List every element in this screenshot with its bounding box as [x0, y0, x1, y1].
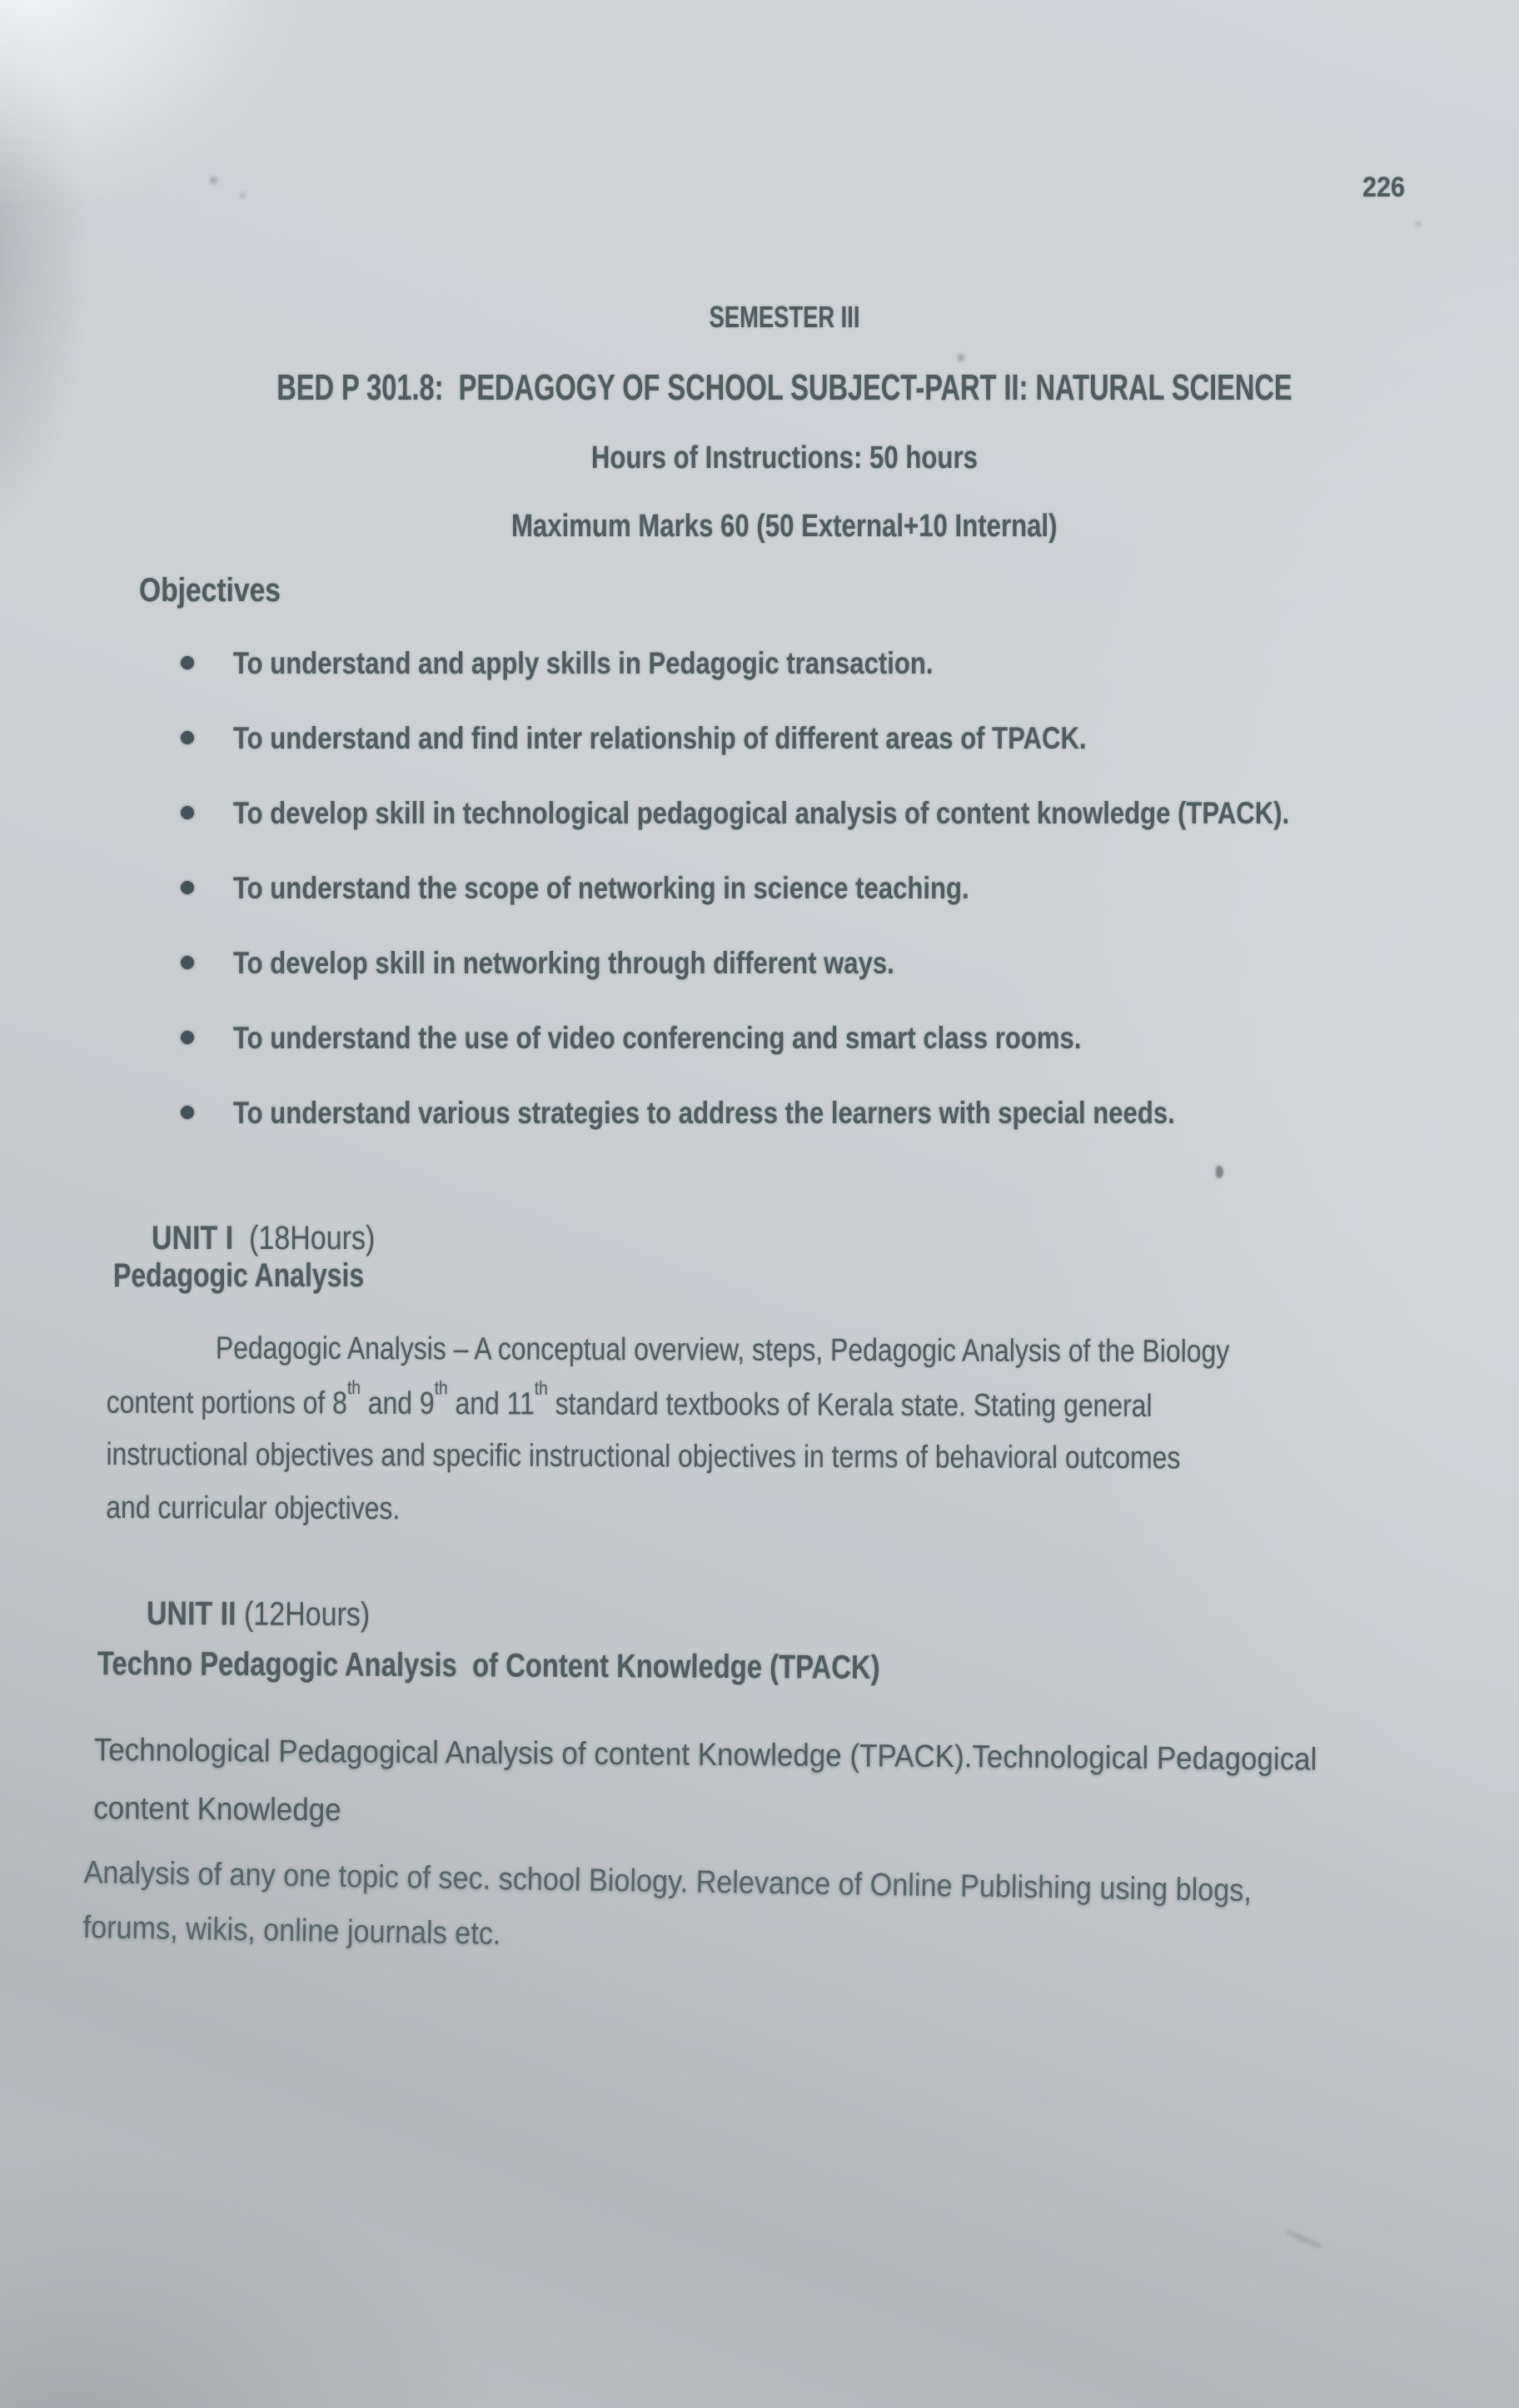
- unit2-hours: (12Hours): [244, 1595, 371, 1634]
- objectives-heading: Objectives: [139, 572, 281, 609]
- bullet-dot-icon: [181, 1031, 194, 1044]
- objective-item: To understand the use of video conferencing and smart class rooms.: [179, 1021, 1428, 1096]
- ordinal-superscript: th: [434, 1376, 448, 1399]
- bullet-dot-icon: [181, 656, 194, 669]
- paragraph-line: forums, wikis, online journals etc.: [82, 1909, 501, 1952]
- course-title: BED P 301.8: PEDAGOGY OF SCHOOL SUBJECT-PART II: NATURAL SCIENCE: [276, 367, 1292, 408]
- paragraph-line: Pedagogic Analysis – A conceptual overview, steps, Pedagogic Analysis of the Biology: [215, 1331, 1230, 1370]
- unit2-label: UNIT II: [147, 1595, 237, 1633]
- paper-speck: [210, 177, 217, 184]
- unit2-paragraph-1: [93, 1733, 1423, 1860]
- objective-item: To develop skill in networking through different ways.: [179, 946, 1428, 1021]
- semester-heading: SEMESTER III: [709, 300, 860, 334]
- paragraph-line: instructional objectives and specific instructional objectives in terms of behavioral outcomes: [106, 1436, 1181, 1476]
- paragraph-line: and curricular objectives.: [106, 1490, 401, 1527]
- maximum-marks-line: Maximum Marks 60 (50 External+10 Internal): [511, 509, 1058, 544]
- bullet-dot-icon: [181, 956, 194, 969]
- paper-speck: [1416, 221, 1421, 226]
- unit2-paragraph-2: [82, 1855, 1382, 1985]
- spacer: [234, 1220, 250, 1256]
- unit1-paragraph: [106, 1331, 1422, 1549]
- ink-speck: [1216, 1166, 1223, 1178]
- page-number: 226: [1362, 172, 1406, 203]
- objectives-list: [179, 646, 1428, 1171]
- paper-scratch: [1285, 2229, 1324, 2251]
- unit1-label: UNIT I: [152, 1220, 234, 1256]
- bullet-dot-icon: [181, 1106, 194, 1119]
- unit2-section-heading: Techno Pedagogic Analysis of Content Knowledge (TPACK): [97, 1645, 880, 1686]
- bullet-dot-icon: [181, 731, 194, 744]
- objective-item: To understand various strategies to address the learners with special needs.: [179, 1096, 1428, 1171]
- bullet-dot-icon: [181, 806, 194, 819]
- paragraph-line: content Knowledge: [93, 1790, 341, 1828]
- objective-item: To understand and find inter relationship of different areas of TPACK.: [179, 721, 1428, 796]
- paragraph-line: Technological Pedagogical Analysis of content Knowledge (TPACK).Technological Pedagogical: [93, 1733, 1317, 1778]
- objective-item: To understand the scope of networking in science teaching.: [179, 871, 1428, 946]
- hours-of-instruction-line: Hours of Instructions: 50 hours: [591, 440, 978, 475]
- unit1-hours: (18Hours): [249, 1220, 376, 1256]
- paper-speck: [240, 192, 246, 198]
- unit1-section-heading: Pedagogic Analysis: [113, 1257, 365, 1294]
- ordinal-superscript: th: [346, 1376, 361, 1398]
- objective-item: To develop skill in technological pedagogical analysis of content knowledge (TPACK).: [179, 796, 1428, 871]
- bullet-dot-icon: [181, 881, 194, 894]
- ink-speck: [958, 354, 964, 361]
- ordinal-superscript: th: [534, 1376, 548, 1399]
- paragraph-line: Analysis of any one topic of sec. school Biology. Relevance of Online Publishing using blogs,: [83, 1855, 1253, 1909]
- objective-item: To understand and apply skills in Pedagogic transaction.: [179, 646, 1428, 721]
- paragraph-line: content portions of 8th and 9th and 11th standard textbooks of Kerala state. Stating general: [106, 1376, 1153, 1425]
